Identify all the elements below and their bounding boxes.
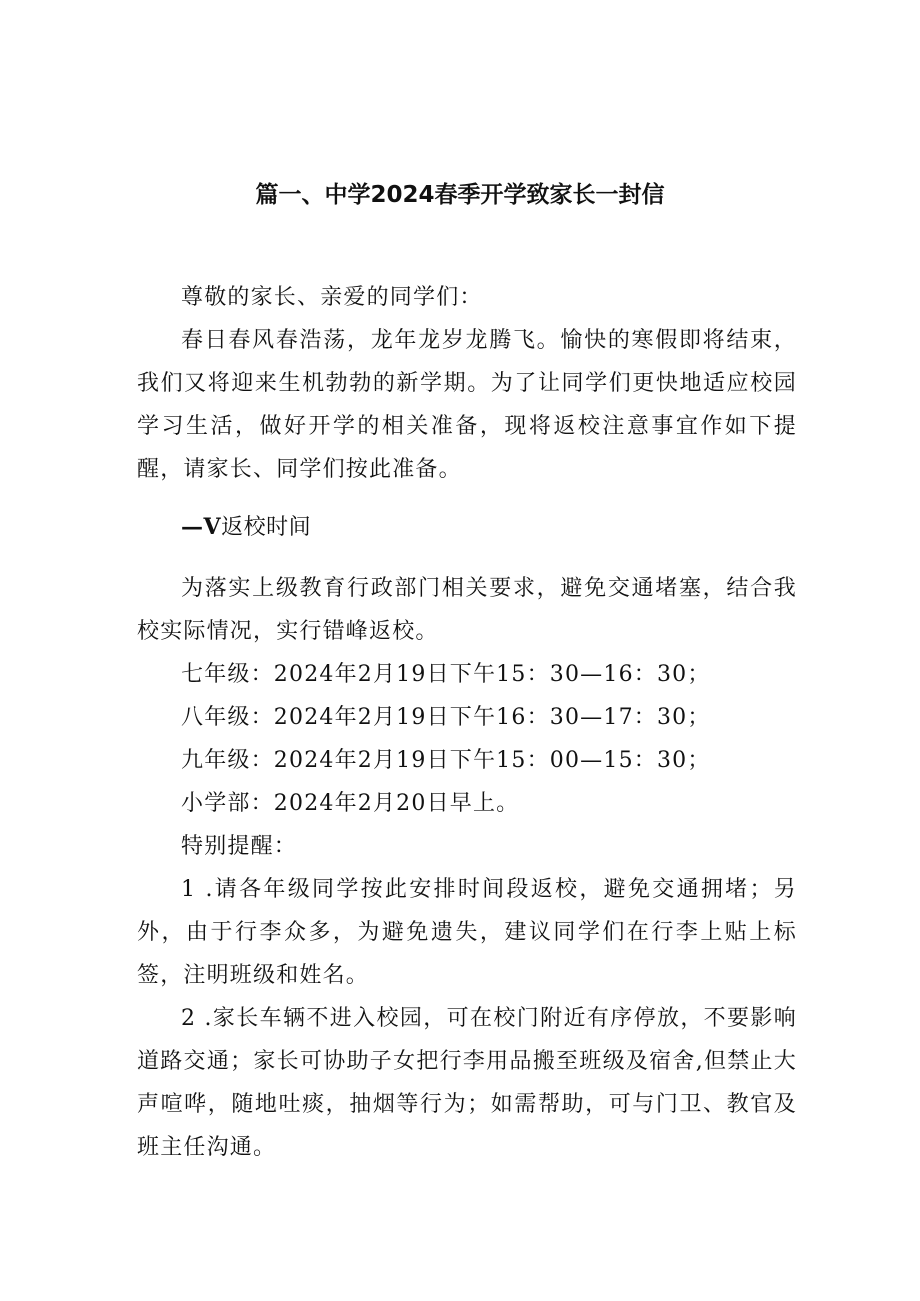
schedule-primary: 小学部：2024年2月20日早上。 — [181, 791, 520, 816]
section-intro: 为落实上级教育行政部门相关要求，避免交通堵塞，结合我校实际情况，实行错峰返校。 — [137, 576, 797, 644]
page-title: 篇一、中学2024春季开学致家长一封信 — [255, 182, 665, 208]
section-body — [137, 567, 797, 1169]
schedule-grade-7: 七年级：2024年2月19日下午15：30—16：30； — [181, 662, 711, 687]
reminder-item-2: 2 .家长车辆不进入校园，可在校门附近有序停放，不要影响道路交通；家长可协助子女把行李用品搬至班级及宿舍,但禁止大声喧哗，随地吐痰，抽烟等行为；如需帮助，可与门卫、教官及班主任沟通。 — [137, 1006, 797, 1160]
section-heading-text: 返校时间 — [221, 515, 312, 540]
letter-opening — [137, 276, 797, 491]
schedule-grade-8: 八年级：2024年2月19日下午16：30—17：30； — [181, 705, 711, 730]
section-heading-prefix: —V — [181, 514, 222, 540]
reminder-label: 特别提醒： — [181, 834, 298, 859]
intro-paragraph: 春日春风春浩荡，龙年龙岁龙腾飞。愉快的寒假即将结束，我们又将迎来生机勃勃的新学期。为了让同学们更快地适应校园学习生活，做好开学的相关准备，现将返校注意事宜作如下提醒，请家长、同学们按此准备。 — [137, 328, 797, 482]
section-heading — [181, 510, 311, 541]
reminder-item-1: 1 .请各年级同学按此安排时间段返校，避免交通拥堵；另外，由于行李众多，为避免遗失，建议同学们在行李上贴上标签，注明班级和姓名。 — [137, 877, 797, 988]
schedule-grade-9: 九年级：2024年2月19日下午15：00—15：30； — [181, 748, 711, 773]
greeting: 尊敬的家长、亲爱的同学们： — [181, 285, 483, 310]
